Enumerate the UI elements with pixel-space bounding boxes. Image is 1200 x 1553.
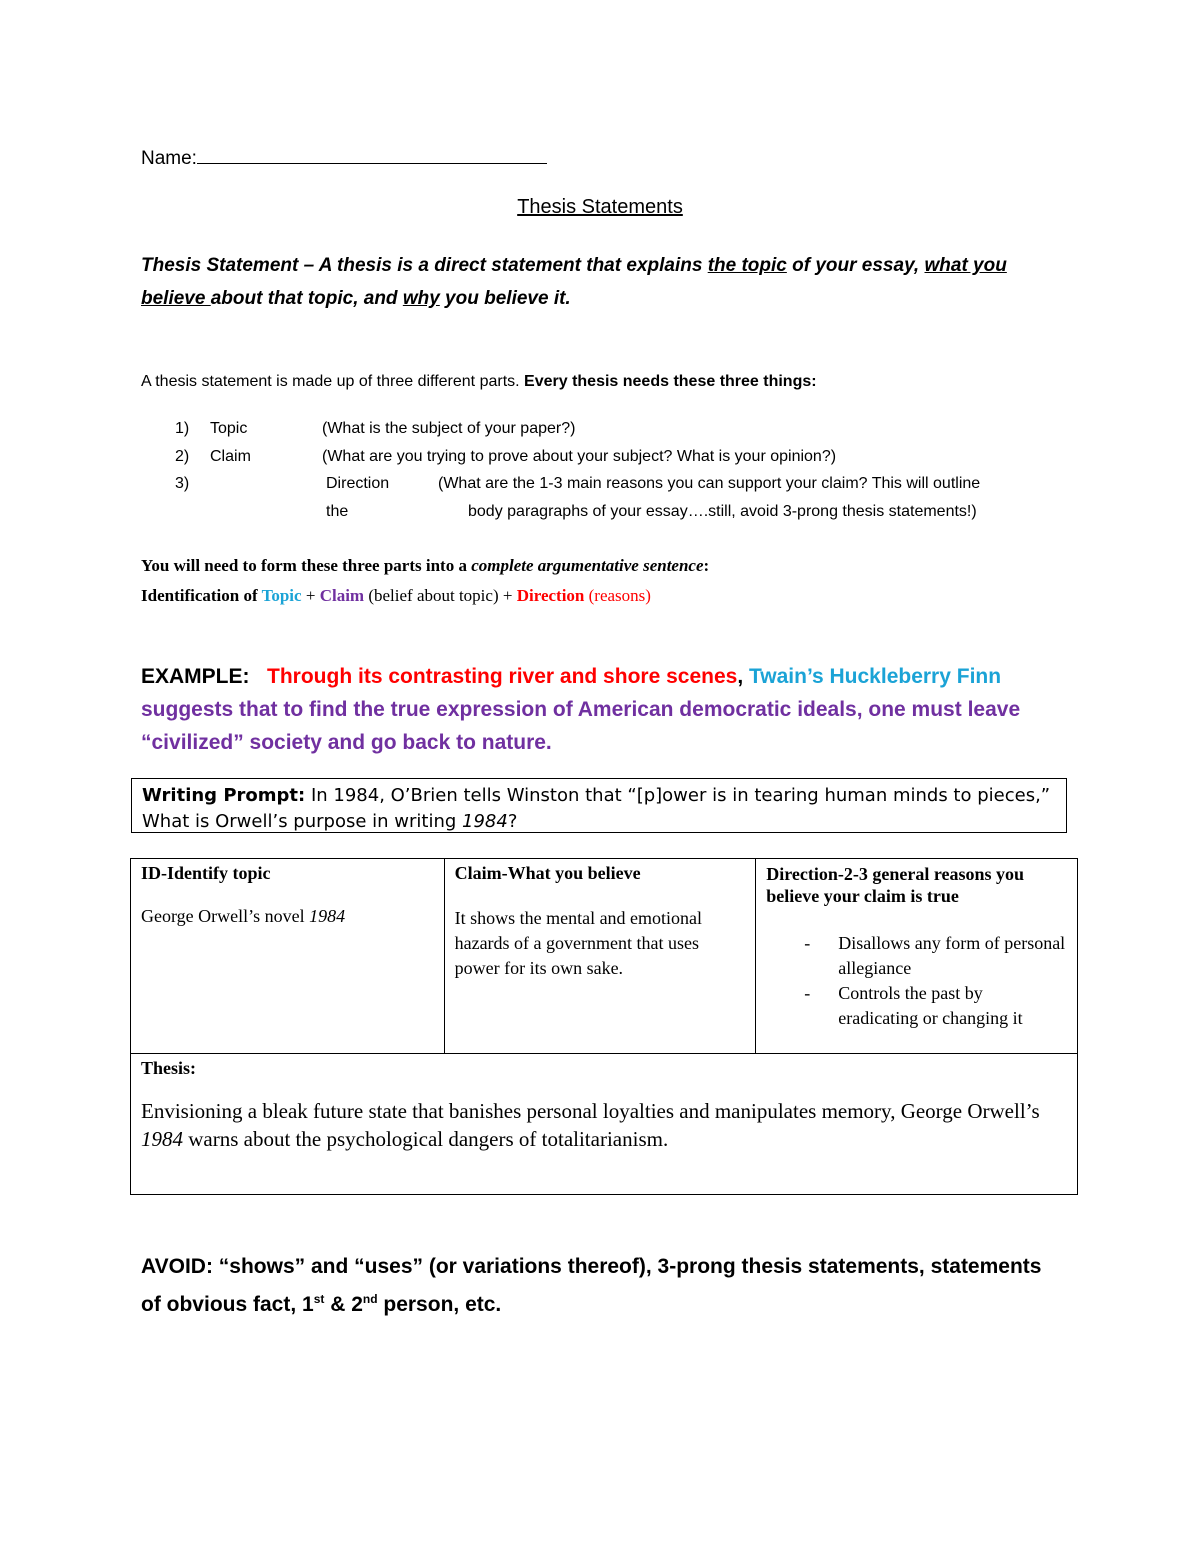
- example-topic: Twain’s Huckleberry Finn: [749, 665, 1002, 688]
- formula-line: [141, 586, 651, 606]
- definition-text: of your essay,: [786, 255, 925, 276]
- formula-instruction: [141, 556, 709, 576]
- list-part-description: body paragraphs of your essay….still, avoid 3-prong thesis statements!): [468, 503, 977, 520]
- writing-prompt-text: ?: [507, 811, 518, 832]
- avoid-superscript: nd: [362, 1292, 378, 1306]
- table-header-direction: Direction-2-3 general reasons you believe your claim is true: [766, 864, 1025, 906]
- page-title: Thesis Statements: [517, 196, 683, 218]
- thesis-definition: [141, 249, 1061, 315]
- definition-underline-what: what you believe: [141, 255, 1007, 309]
- writing-prompt-box: [131, 778, 1067, 833]
- intro-bold-text: Every thesis needs these three things:: [524, 373, 817, 390]
- table-header-topic: ID-Identify topic: [141, 863, 271, 883]
- writing-prompt-text: In 1984, O’Brien tells Winston that “[p]ower is in tearing human minds to pieces,” What is Orwell’s purpose in writing: [142, 785, 1051, 832]
- definition-underline-why: why: [402, 288, 440, 309]
- table-row: [131, 1054, 1078, 1195]
- formula-claim-note: (belief about topic) +: [364, 586, 517, 605]
- formula-claim: Claim: [319, 586, 365, 605]
- list-part-description: (What is the subject of your paper?): [322, 420, 576, 437]
- formula-plus: +: [301, 586, 320, 605]
- definition-text: – A thesis is a direct statement that explains: [298, 255, 708, 276]
- definition-text: you believe it.: [439, 288, 571, 309]
- topic-text: George Orwell’s novel: [141, 906, 310, 926]
- topic-italic: 1984: [309, 906, 346, 926]
- avoid-text: person, etc.: [377, 1293, 502, 1316]
- list-number: 3): [175, 475, 190, 492]
- list-item: - Controls the past by eradicating or changing it: [838, 981, 1067, 1031]
- table-cell-claim: [444, 859, 756, 1054]
- example-paragraph: [141, 660, 1071, 759]
- list-number: 1): [175, 420, 190, 437]
- formula-topic: Topic: [261, 586, 302, 605]
- avoid-note: [141, 1250, 1061, 1321]
- thesis-text-part: warns about the psychological dangers of totalitarianism.: [183, 1127, 669, 1151]
- example-claim: suggests that to find the true expression of American democratic ideals, one must leave “civilized” society and go back to nature.: [141, 698, 1021, 754]
- thesis-table: [130, 858, 1078, 1195]
- formula-emphasis: complete argumentative sentence: [471, 556, 704, 575]
- intro-paragraph: [141, 373, 817, 391]
- intro-text: A thesis statement is made up of three different parts.: [141, 373, 525, 390]
- example-direction: Through its contrasting river and shore scenes: [267, 665, 738, 688]
- formula-direction: Direction: [516, 586, 585, 605]
- list-part-name: Direction: [326, 475, 390, 492]
- table-claim-value: It shows the mental and emotional hazards of a government that uses power for its own sake.: [454, 908, 703, 978]
- thesis-text-part: Envisioning a bleak future state that banishes personal loyalties and manipulates memory, George Orwell’s: [141, 1099, 1040, 1123]
- avoid-text: AVOID: “shows” and “uses” (or variations thereof), 3-prong thesis statements, statements of obvious fact, 1: [141, 1255, 1042, 1316]
- thesis-italic: 1984: [141, 1127, 183, 1151]
- table-cell-topic: [131, 859, 445, 1054]
- thesis-label: Thesis:: [141, 1058, 197, 1078]
- formula-direction-note: (reasons): [584, 586, 651, 605]
- name-label: Name:: [141, 148, 197, 169]
- direction-list: [766, 931, 1067, 1031]
- list-item: - Disallows any form of personal allegiance: [838, 931, 1067, 981]
- list-number: 2): [175, 448, 190, 465]
- table-cell-direction: [756, 859, 1078, 1054]
- writing-prompt-italic: 1984: [462, 811, 508, 832]
- example-comma: ,: [737, 665, 744, 688]
- definition-underline-topic: the topic: [707, 255, 787, 276]
- definition-text: about that topic, and: [210, 288, 403, 309]
- definition-lead: Thesis Statement: [141, 255, 299, 276]
- avoid-text: & 2: [324, 1293, 363, 1316]
- list-part-name: the: [326, 503, 349, 520]
- formula-text: You will need to form these three parts into a: [141, 556, 472, 575]
- list-part-name: Topic: [210, 420, 248, 437]
- table-topic-value: [141, 906, 434, 927]
- formula-id-label: Identification of: [141, 586, 262, 605]
- list-part-description: (What are you trying to prove about your subject? What is your opinion?): [322, 448, 837, 465]
- table-row: [131, 859, 1078, 1054]
- writing-prompt-label: Writing Prompt:: [142, 785, 306, 806]
- name-field[interactable]: [141, 145, 547, 170]
- list-part-name: Claim: [210, 448, 251, 465]
- thesis-text: [141, 1097, 1067, 1153]
- list-part-description: (What are the 1-3 main reasons you can support your claim? This will outline: [438, 475, 981, 492]
- example-label: EXAMPLE:: [141, 665, 250, 688]
- table-cell-thesis: [131, 1054, 1078, 1195]
- formula-text: :: [703, 556, 710, 575]
- name-blank-line[interactable]: [197, 145, 547, 164]
- table-header-claim: Claim-What you believe: [454, 863, 641, 883]
- avoid-superscript: st: [313, 1292, 325, 1306]
